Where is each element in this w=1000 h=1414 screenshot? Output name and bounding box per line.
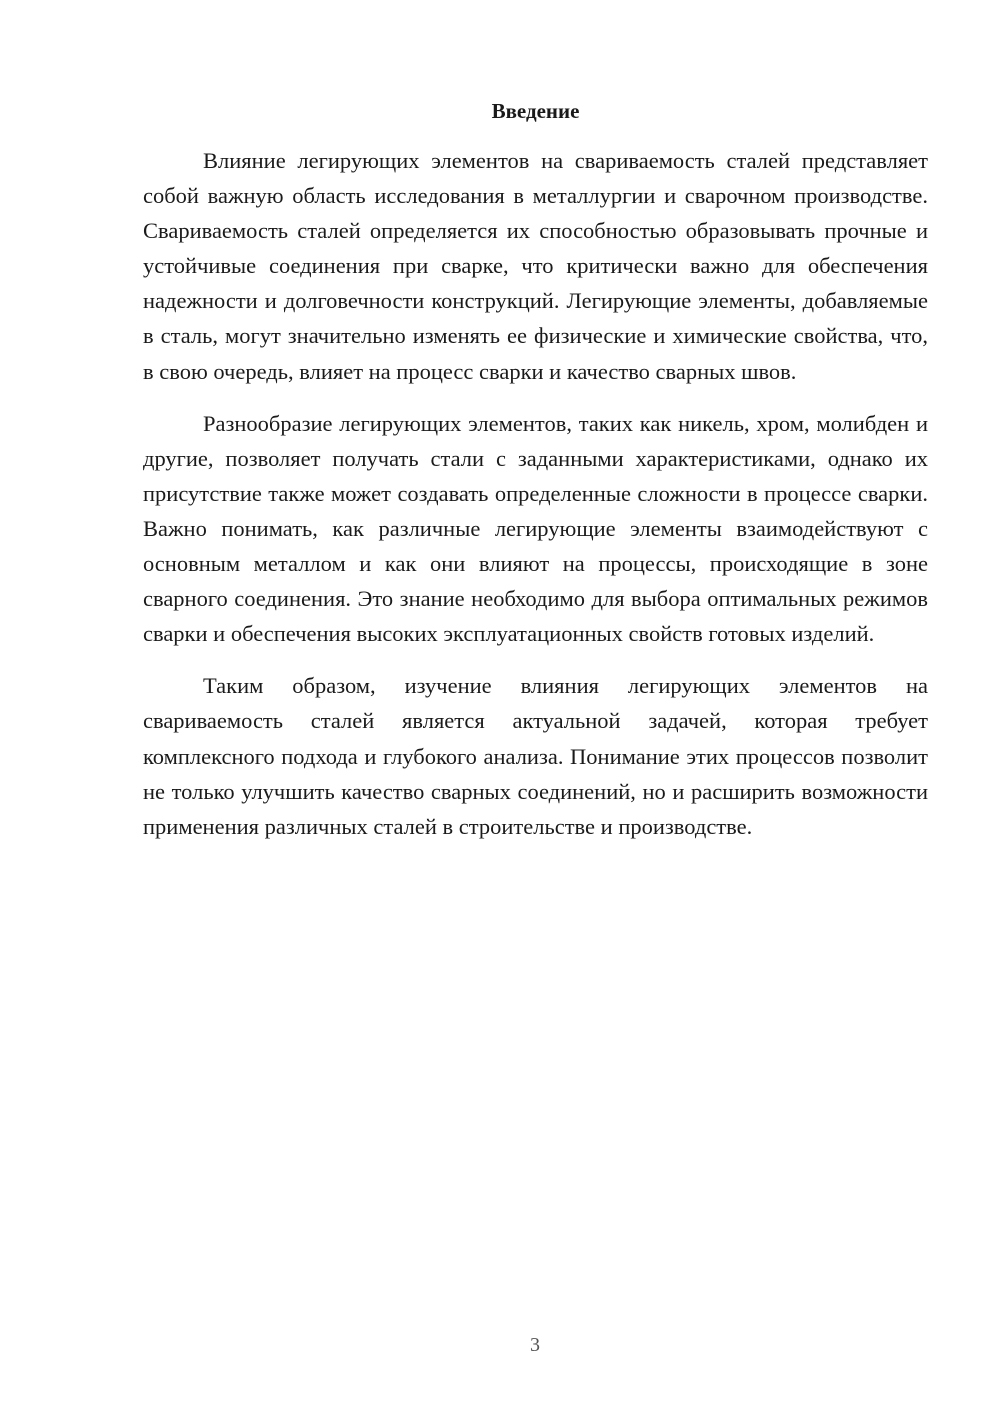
paragraph-1: Влияние легирующих элементов на свариваемость сталей представляет собой важную область исследования в металлургии и сварочном производстве. Свариваемость сталей определяется их способностью образовывать прочные и устойчивые соединения при сварке, что критически важно для обеспечения надежности и долговечности конструкций. Легирующие элементы, добавляемые в сталь, могут значительно изменять ее физические и химические свойства, что, в свою очередь, влияет на процесс сварки и качество сварных швов. <box>143 148 928 384</box>
paragraph-2: Разнообразие легирующих элементов, таких как никель, хром, молибден и другие, позволяет получать стали с заданными характеристиками, однако их присутствие также может создавать определенные сложности в процессе сварки. Важно понимать, как различные легирующие элементы взаимодействуют с основным металлом и как они влияют на процессы, происходящие в зоне сварного соединения. Это знание необходимо для выбора оптимальных режимов сварки и обеспечения высоких эксплуатационных свойств готовых изделий. <box>143 410 928 647</box>
page-number: 3 <box>530 1334 540 1356</box>
paragraph-3: Таким образом, изучение влияния легирующих элементов на свариваемость сталей является актуальной задачей, которая требует комплексного подхода и глубокого анализа. Понимание этих процессов позволит не только улучшить качество сварных соединений, но и расширить возможности применения различных сталей в строительстве и производстве. <box>143 673 928 839</box>
page-content <box>143 96 928 844</box>
section-title: Введение <box>491 99 580 123</box>
